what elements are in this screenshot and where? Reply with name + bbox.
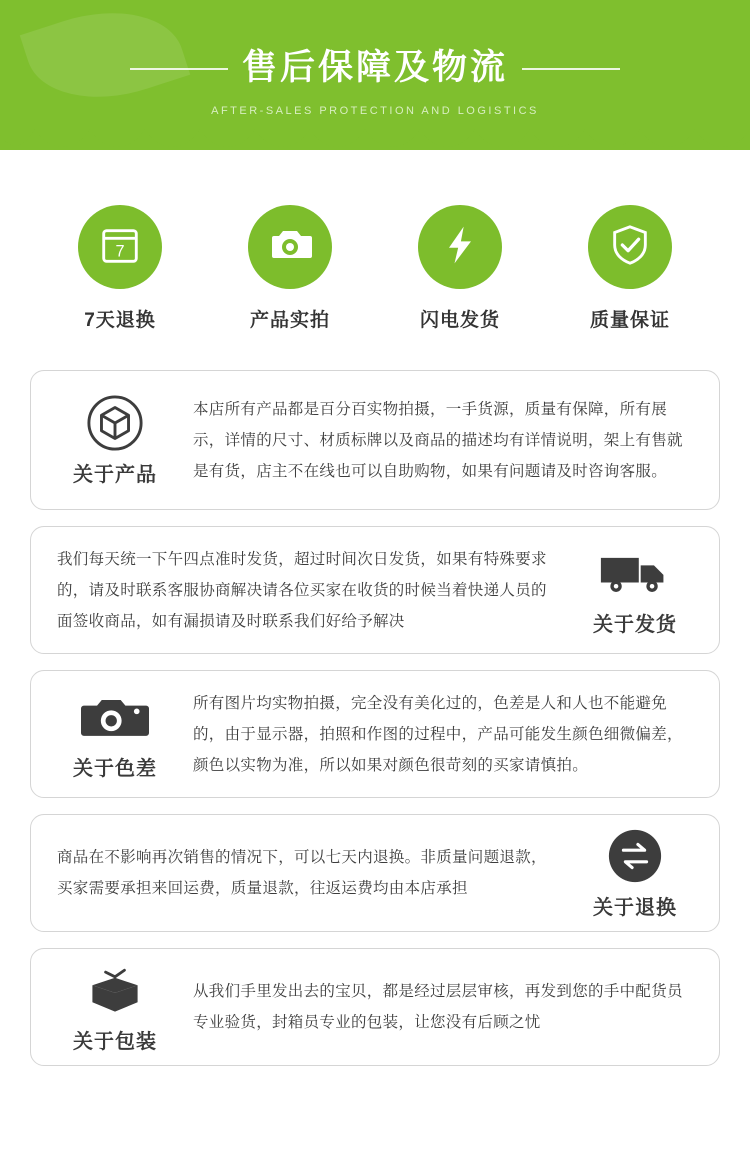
feature-icon-circle: [588, 205, 672, 289]
info-card-about-product: [30, 370, 720, 510]
card-text: 所有图片均实物拍摄，完全没有美化过的，色差是人和人也不能避免的，由于显示器，拍照和作图的过程中，产品可能发生颜色细微偏差，颜色以实物为准，所以如果对颜色很苛刻的买家请慎拍。: [193, 694, 683, 774]
box-3d-icon: [49, 394, 181, 452]
feature-item-quality-guarantee: [575, 205, 685, 332]
camera-icon: [49, 688, 181, 746]
card-text: 我们每天统一下午四点准时发货，超过时间次日发货，如果有特殊要求的，请及时联系客服协商解决请各位买家在收货的时候当着快递人员的面签收商品，如有漏损请及时联系我们好给予解决: [57, 550, 547, 630]
svg-text:7: 7: [115, 242, 125, 260]
camera-icon: [266, 221, 314, 274]
card-icon-block: [49, 394, 181, 487]
feature-item-7day-return: [65, 205, 175, 332]
exchange-arrows-icon: [569, 827, 701, 885]
card-text: 本店所有产品都是百分百实物拍摄，一手货源，质量有保障，所有展示，详情的尺寸、材质标牌以及商品的描述均有详情说明，架上有售就是有货，店主不在线也可以自助购物，如果有问题请及时咨询客服。: [193, 400, 683, 480]
info-card-about-packaging: [30, 948, 720, 1066]
calendar-7-icon: [97, 222, 143, 273]
card-icon-block: [49, 961, 181, 1054]
feature-item-real-photo: [235, 205, 345, 332]
card-icon-block: [569, 827, 701, 920]
card-text: 从我们手里发出去的宝贝，都是经过层层审核，再发到您的手中配货员专业验货，封箱员专业的包装，让您没有后顾之忧: [193, 983, 683, 1031]
feature-label: 7天退换: [84, 310, 156, 331]
shield-check-icon: [607, 222, 653, 273]
card-text: 商品在不影响再次销售的情况下，可以七天内退换。非质量问题退款，买家需要承担来回运费，质量退款，往返运费均由本店承担: [57, 849, 547, 897]
feature-icon-circle: [248, 205, 332, 289]
info-card-about-color: [30, 670, 720, 798]
delivery-truck-icon: [569, 544, 701, 602]
info-card-about-return: [30, 814, 720, 932]
feature-list: [0, 205, 750, 332]
scallop-edge-decoration: [0, 123, 750, 150]
page-subtitle: AFTER-SALES PROTECTION AND LOGISTICS: [211, 105, 539, 117]
feature-icon-circle: [418, 205, 502, 289]
card-caption: 关于色差: [73, 757, 157, 780]
card-caption: 关于包装: [73, 1030, 157, 1053]
info-card-list: [30, 370, 720, 1082]
feature-label: 质量保证: [589, 310, 670, 331]
card-icon-block: [569, 544, 701, 637]
feature-icon-circle: [78, 205, 162, 289]
card-icon-block: [49, 688, 181, 781]
open-box-icon: [49, 961, 181, 1019]
card-caption: 关于产品: [73, 463, 157, 486]
card-caption: 关于发货: [593, 613, 677, 636]
page-header: [0, 0, 750, 150]
page-title: 售后保障及物流: [241, 48, 508, 87]
card-caption: 关于退换: [593, 896, 677, 919]
feature-label: 产品实拍: [249, 310, 330, 331]
lightning-bolt-icon: [438, 223, 482, 272]
info-card-about-shipping: [30, 526, 720, 654]
feature-item-fast-shipping: [405, 205, 515, 332]
feature-label: 闪电发货: [419, 310, 500, 331]
